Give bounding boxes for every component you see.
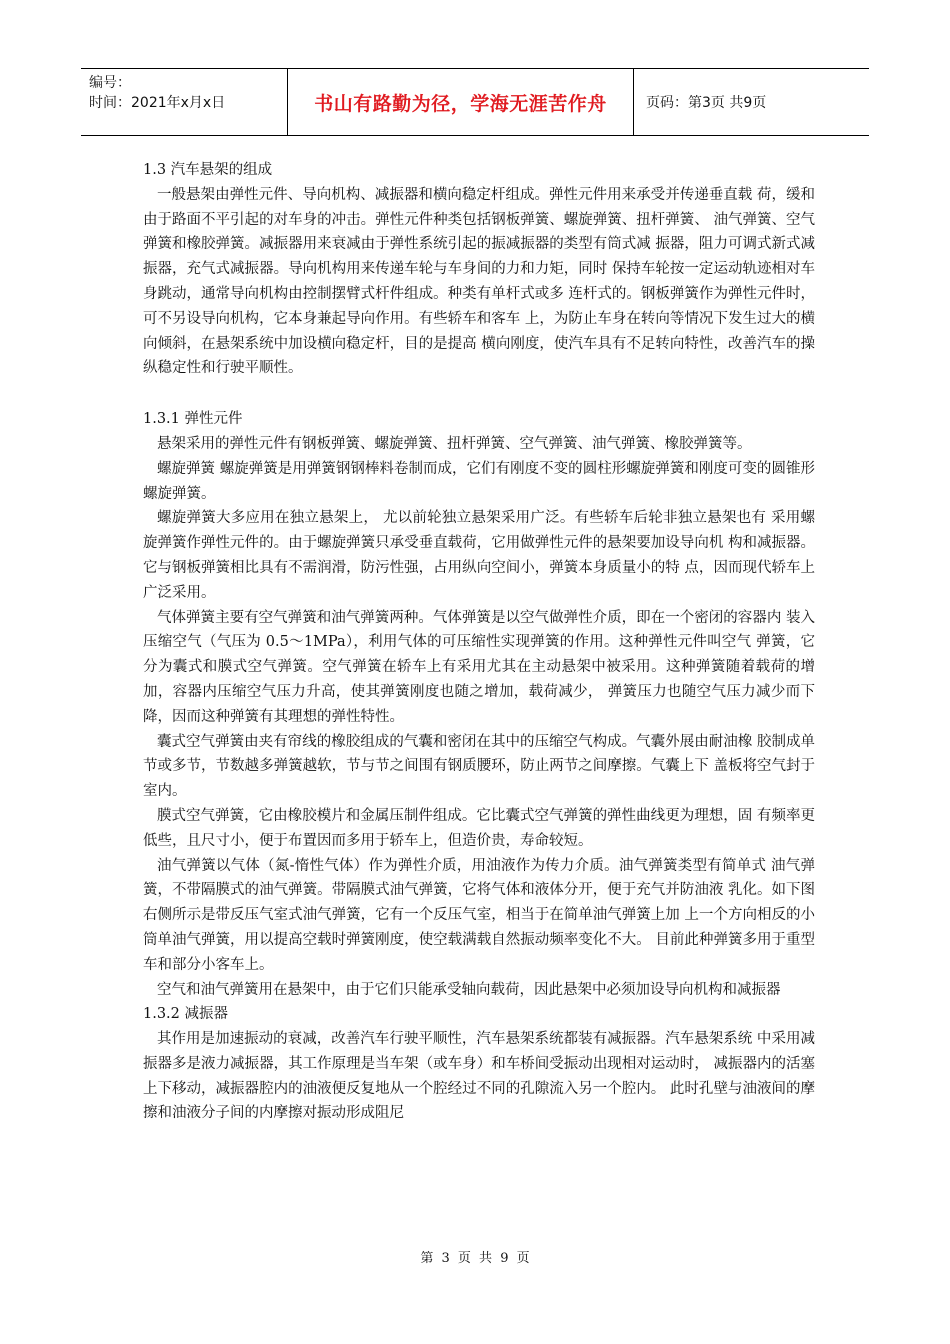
paragraph: 油气弹簧以气体（氮-惰性气体）作为弹性介质，用油液作为传力介质。油气弹簧类型有简单式 油气弹簧，不带隔膜式的油气弹簧。带隔膜式油气弹簧，它将气体和液体分开，便于充气并防油液 乳化。如下图右侧所示是带反压气室式油气弹簧，它有一个反压气室，相当于在简单油气弹簧上加 上一个方向相反的小筒单油气弹簧，用以提高空载时弹簧刚度，使空载满载自然振动频率变化不大。 目前此种弹簧多用于重型车和部分小客车上。 <box>143 857 815 973</box>
paragraph: 膜式空气弹簧，它由橡胶模片和金属压制件组成。它比囊式空气弹簧的弹性曲线更为理想，固 有频率更低些，且尺寸小，便于布置因而多用于轿车上，但造价贵，寿命较短。 <box>143 807 815 849</box>
section-title-1-3-2: 1.3.2 减振器 <box>143 1006 229 1023</box>
page-footer: 第 3 页 共 9 页 <box>420 1251 530 1266</box>
paragraph: 螺旋弹簧 螺旋弹簧是用弹簧钢钢棒料卷制而成，它们有刚度不变的圆柱形螺旋弹簧和刚度可变的圆锥形 螺旋弹簧。 <box>143 460 815 502</box>
paragraph: 悬架采用的弹性元件有钢板弹簧、螺旋弹簧、扭杆弹簧、空气弹簧、油气弹簧、橡胶弹簧等。 <box>157 435 752 452</box>
paragraph: 螺旋弹簧大多应用在独立悬架上， 尤以前轮独立悬架采用广泛。有些轿车后轮非独立悬架也有 采用螺旋弹簧作弹性元件的。由于螺旋弹簧只承受垂直载荷，它用做弹性元件的悬架要加设导向机 构和减振器。它与钢板弹簧相比具有不需润滑，防污性强，占用纵向空间小，弹簧本身质量小的特 点，因而现代轿车上广泛采用。 <box>143 510 815 601</box>
paragraph: 气体弹簧主要有空气弹簧和油气弹簧两种。气体弹簧是以空气做弹性介质，即在一个密闭的容器内 装入压缩空气（气压为 0.5～1MPa），利用气体的可压缩性实现弹簧的作用。这种弹性元件叫空气 弹簧，它分为囊式和膜式空气弹簧。空气弹簧在轿车上有采用尤其在主动悬架中被采用。这种弹簧随着载荷的增加，容器内压缩空气压力升高，使其弹簧刚度也随之增加，载荷减少， 弹簧压力也随空气压力减少而下降，因而这种弹簧有其理想的弹性特性。 <box>143 609 815 725</box>
document-body <box>143 158 815 1126</box>
page-header <box>81 68 869 136</box>
section-title-1-3: 1.3 汽车悬架的组成 <box>143 162 273 178</box>
header-motto: 书山有路勤为径，学海无涯苦作舟 <box>288 69 634 135</box>
paragraph: 其作用是加速振动的衰减，改善汽车行驶平顺性，汽车悬架系统都装有减振器。汽车悬架系统 中采用减振器多是液力减振器，其工作原理是当车架（或车身）和车桥间受振动出现相对运动时， 减振器内的活塞上下移动，减振器腔内的油液便反复地从一个腔经过不同的孔隙流入另一个腔内。 此时孔壁与油液间的摩擦和油液分子间的内摩擦对振动形成阻尼 <box>143 1031 815 1122</box>
time-label: 时间：2021年x月x日 <box>89 95 226 111</box>
spacer <box>143 381 815 407</box>
number-label: 编号： <box>89 75 131 91</box>
header-left-cell <box>81 69 288 135</box>
paragraph: 空气和油气弹簧用在悬架中，由于它们只能承受轴向载荷，因此悬架中必须加设导向机构和减振器 <box>157 981 781 998</box>
section-title-1-3-1: 1.3.1 弹性元件 <box>143 411 243 428</box>
header-page-info: 页码：第3页 共9页 <box>646 95 767 111</box>
paragraph: 一般悬架由弹性元件、导向机构、减振器和横向稳定杆组成。弹性元件用来承受并传递垂直载 荷，缓和由于路面不平引起的对车身的冲击。弹性元件种类包括钢板弹簧、螺旋弹簧、扭杆弹簧、 油气弹簧、空气弹簧和橡胶弹簧。减振器用来衰减由于弹性系统引起的振减振器的类型有筒式减 振器，阻力可调式新式减振器，充气式减振器。导向机构用来传递车轮与车身间的力和力矩，同时 保持车轮按一定运动轨迹相对车身跳动，通常导向机构由控制摆臂式杆件组成。种类有单杆式或多 连杆式的。钢板弹簧作为弹性元件时，可不另设导向机构，它本身兼起导向作用。有些轿车和客车 上，为防止车身在转向等情况下发生过大的横向倾斜，在悬架系统中加设横向稳定杆，目的是提高 横向刚度，使汽车具有不足转向特性，改善汽车的操纵稳定性和行驶平顺性。 <box>143 186 815 377</box>
paragraph: 囊式空气弹簧由夹有帘线的橡胶组成的气囊和密闭在其中的压缩空气构成。气囊外展由耐油橡 胶制成单节或多节，节数越多弹簧越软，节与节之间围有钢质腰环，防止两节之间摩擦。气囊上下 盖板将空气封于室内。 <box>143 733 815 800</box>
